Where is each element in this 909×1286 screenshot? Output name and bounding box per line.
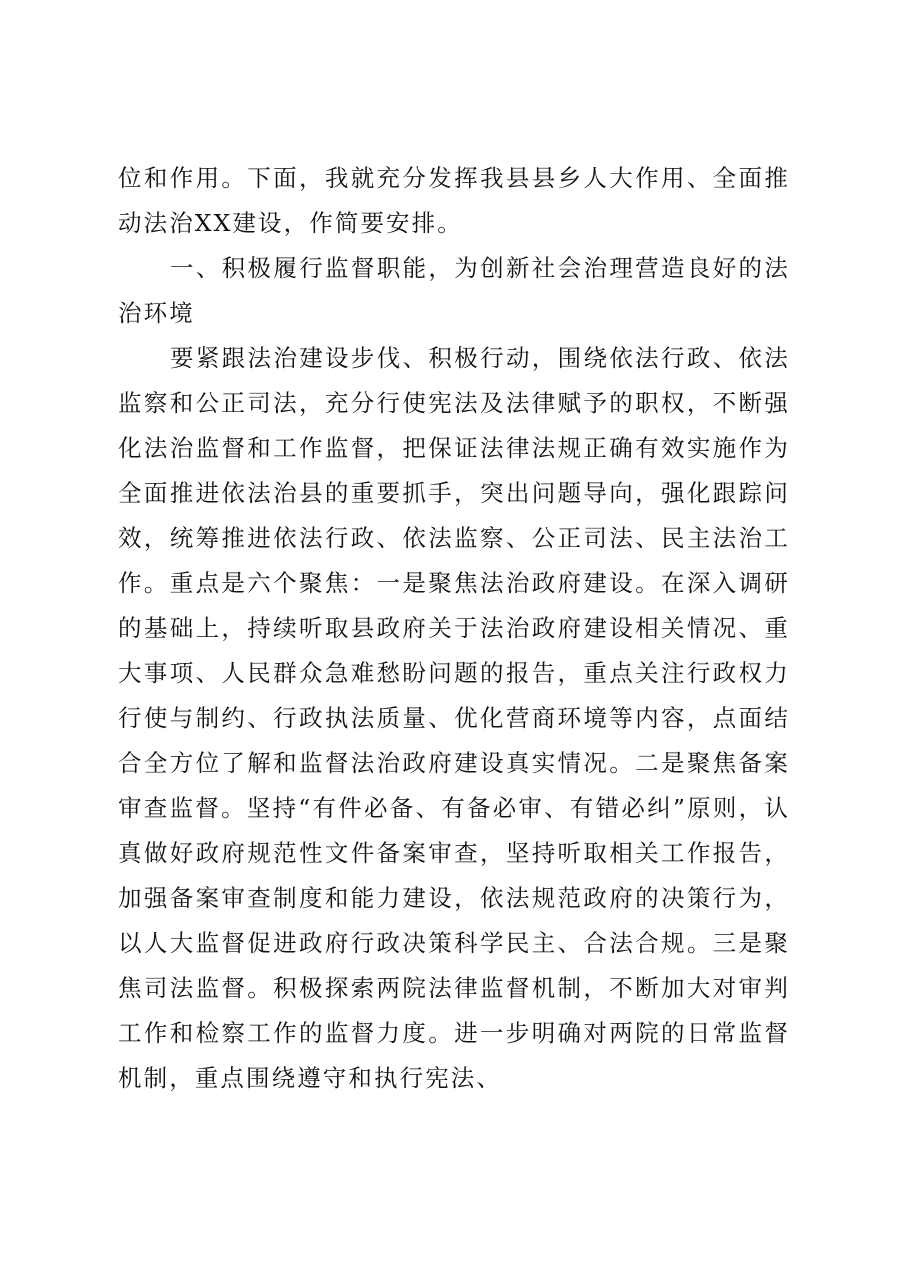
paragraph-intro: 位和作用。下面，我就充分发挥我县县乡人大作用、全面推动法治XX建设，作简要安排。 [118,164,790,237]
paragraph-body: 要紧跟法治建设步伐、积极行动，围绕依法行政、依法监察和公正司法，充分行使宪法及法律赋予的职权，不断强化法治监督和工作监督，把保证法律法规正确有效实施作为全面推进依法治县的重要抓手，突出问题导向，强化跟踪问效，统筹推进依法行政、依法监察、公正司法、民主法治工作。重点是六个聚焦：一是聚焦法治政府建设。在深入调研的基础上，持续听取县政府关于法治政府建设相关情况、重大事项、人民群众急难愁盼问题的报告，重点关注行政权力行使与制约、行政执法质量、优化营商环境等内容，点面结合全方位了解和监督法治政府建设真实情况。二是聚焦备案审查监督。坚持“有件必备、有备必审、有错必纠”原则，认真做好政府规范性文件备案审查，坚持听取相关工作报告，加强备案审查制度和能力建设，依法规范政府的决策行为，以人大监督促进政府行政决策科学民主、合法合规。三是聚焦司法监督。积极探索两院法律监督机制，不断加大对审判工作和检察工作的监督力度。进一步明确对两院的日常监督机制，重点围绕遵守和执行宪法、 [118,344,790,1092]
section-heading: 一、积极履行监督职能，为创新社会治理营造良好的法治环境 [118,254,790,327]
document-body [118,156,790,1101]
